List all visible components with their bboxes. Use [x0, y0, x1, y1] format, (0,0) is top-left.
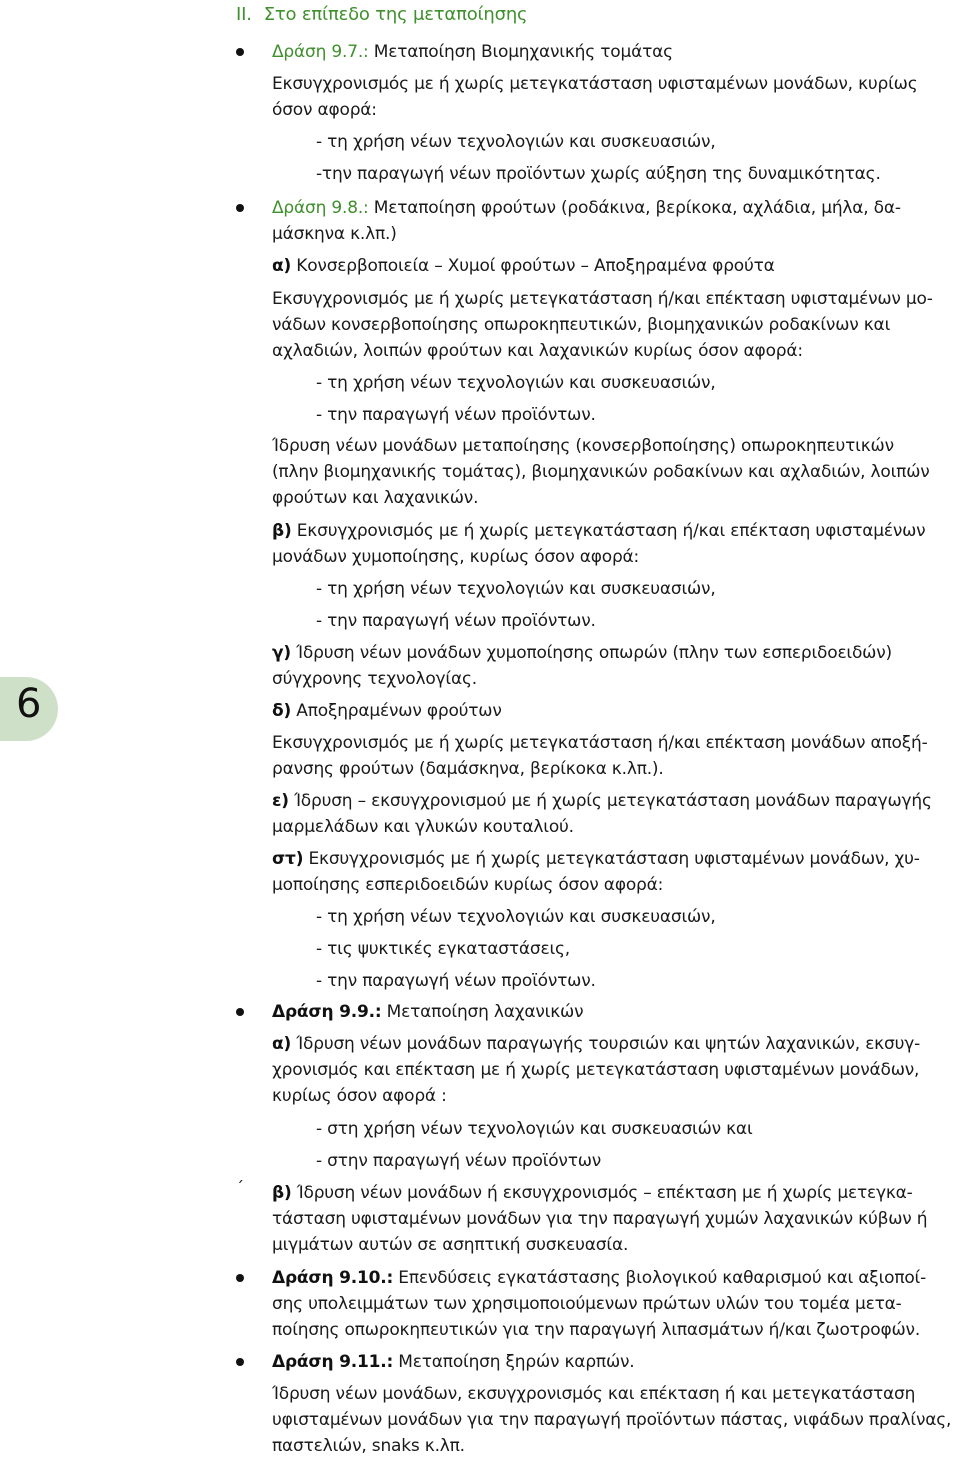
dash-item: - στην παραγωγή νέων προϊόντων	[316, 1151, 602, 1171]
text-line: υφισταμένων μονάδων για την παραγωγή προϊόντων πάστας, νιφάδων πραλίνας,	[272, 1410, 952, 1430]
text-line: Εκσυγχρονισμός με ή χωρίς μετεγκατάσταση υφισταμένων μονάδων, κυρίως	[272, 74, 918, 94]
subitem-b	[272, 519, 925, 543]
action-title: Μεταποίηση ξηρών καρπών.	[398, 1352, 635, 1372]
dash-item: -την παραγωγή νέων προϊόντων χωρίς αύξηση της δυναμικότητας.	[316, 164, 881, 184]
section-number: II.	[236, 4, 252, 25]
text-line: παστελιών, snaks κ.λπ.	[272, 1436, 465, 1456]
subitem-label: α)	[272, 1034, 292, 1054]
dash-item: - τη χρήση νέων τεχνολογιών και συσκευασιών,	[316, 907, 716, 927]
bullet-icon	[236, 204, 244, 212]
text-line: χρονισμός και επέκταση με ή χωρίς μετεγκατάσταση υφισταμένων μονάδων,	[272, 1060, 920, 1080]
action-code: Δράση 9.9.:	[272, 1002, 382, 1022]
text-line: σης υπολειμμάτων των χρησιμοποιούμενων πρώτων υλών του τομέα μετα-	[272, 1294, 902, 1314]
dash-item: - τη χρήση νέων τεχνολογιών και συσκευασιών,	[316, 373, 716, 393]
dash-item: - τις ψυκτικές εγκαταστάσεις,	[316, 939, 570, 959]
chapter-tab-label: 6	[16, 681, 42, 727]
text-line: (πλην βιομηχανικής τομάτας), βιομηχανικών ροδακίνων και αχλαδιών, λοιπών	[272, 462, 930, 482]
text-line: Εκσυγχρονισμός με ή χωρίς μετεγκατάσταση ή/και επέκταση υφισταμένων μο-	[272, 289, 933, 309]
action-9-9-header	[272, 1000, 583, 1024]
action-code: Δράση 9.11.:	[272, 1352, 394, 1372]
subitem-text: Ίδρυση νέων μονάδων παραγωγής τουρσιών και ψητών λαχανικών, εκσυγ-	[296, 1034, 921, 1054]
action-code: Δράση 9.8.:	[272, 198, 369, 218]
action-title: Μεταποίηση λαχανικών	[386, 1002, 584, 1022]
subitem-a	[272, 1032, 920, 1056]
subitem-text: Εκσυγχρονισμός με ή χωρίς μετεγκατάσταση υφισταμένων μονάδων, χυ-	[308, 849, 920, 869]
text-line: ρανσης φρούτων (δαμάσκηνα, βερίκοκα κ.λπ.).	[272, 759, 664, 779]
subitem-label: α)	[272, 256, 292, 276]
text-line: κυρίως όσον αφορά :	[272, 1086, 447, 1106]
bullet-icon	[236, 48, 244, 56]
subitem-label: δ)	[272, 701, 292, 721]
subitem-label: γ)	[272, 643, 291, 663]
chapter-tab	[0, 677, 58, 741]
action-code: Δράση 9.10.:	[272, 1268, 394, 1288]
subitem-label: στ)	[272, 849, 304, 869]
text-line: μαρμελάδων και γλυκών κουταλιού.	[272, 817, 574, 837]
subitem-text: Ίδρυση νέων μονάδων χυμοποίησης οπωρών (πλην των εσπεριδοειδών)	[296, 643, 892, 663]
text-line: τάσταση υφισταμένων μονάδων για την παραγωγή χυμών λαχανικών κύβων ή	[272, 1209, 928, 1229]
dash-item: - την παραγωγή νέων προϊόντων.	[316, 405, 596, 425]
action-9-10-header	[272, 1266, 926, 1290]
text-line: ποίησης οπωροκηπευτικών για την παραγωγή λιπασμάτων ή/και ζωοτροφών.	[272, 1320, 921, 1340]
text-line: φρούτων και λαχανικών.	[272, 488, 479, 508]
subitem-label: β)	[272, 521, 292, 541]
stray-mark: ´	[236, 1178, 244, 1197]
subitem-e	[272, 789, 932, 813]
bullet-icon	[236, 1358, 244, 1366]
subitem-b	[272, 1181, 913, 1205]
text-line: σύγχρονης τεχνολογίας.	[272, 669, 477, 689]
subitem-label: ε)	[272, 791, 289, 811]
subitem-label: β)	[272, 1183, 292, 1203]
bullet-icon	[236, 1274, 244, 1282]
action-text: Επενδύσεις εγκατάστασης βιολογικού καθαρισμού και αξιοποί-	[398, 1268, 927, 1288]
action-code: Δράση 9.7.:	[272, 42, 369, 62]
action-title: Μεταποίηση Βιομηχανικής τομάτας	[373, 42, 673, 62]
subitem-text: Εκσυγχρονισμός με ή χωρίς μετεγκατάσταση ή/και επέκταση υφισταμένων	[296, 521, 926, 541]
text-line: όσον αφορά:	[272, 100, 377, 120]
action-9-8-header	[272, 196, 901, 220]
text-line: Εκσυγχρονισμός με ή χωρίς μετεγκατάσταση ή/και επέκταση μονάδων αποξή-	[272, 733, 928, 753]
subitem-title: Αποξηραμένων φρούτων	[296, 701, 502, 721]
subitem-title: Κονσερβοποιεία – Χυμοί φρούτων – Αποξηραμένα φρούτα	[296, 256, 775, 276]
text-line: Ίδρυση νέων μονάδων μεταποίησης (κονσερβοποίησης) οπωροκηπευτικών	[272, 436, 894, 456]
subitem-a	[272, 254, 775, 278]
dash-item: - τη χρήση νέων τεχνολογιών και συσκευασιών,	[316, 579, 716, 599]
text-line: αχλαδιών, λοιπών φρούτων και λαχανικών κυρίως όσον αφορά:	[272, 341, 803, 361]
action-title: Μεταποίηση φρούτων (ροδάκινα, βερίκοκα, αχλάδια, μήλα, δα-	[373, 198, 901, 218]
action-9-7-header	[272, 40, 673, 64]
text-line: Ίδρυση νέων μονάδων, εκσυγχρονισμός και επέκταση ή και μετεγκατάσταση	[272, 1384, 916, 1404]
section-heading	[236, 4, 527, 25]
action-title-cont: μάσκηνα κ.λπ.)	[272, 224, 397, 244]
subitem-text: Ίδρυση νέων μονάδων ή εκσυγχρονισμός – επέκταση με ή χωρίς μετεγκα-	[296, 1183, 913, 1203]
dash-item: - την παραγωγή νέων προϊόντων.	[316, 611, 596, 631]
text-line: μιγμάτων αυτών σε ασηπτική συσκευασία.	[272, 1235, 629, 1255]
dash-item: - την παραγωγή νέων προϊόντων.	[316, 971, 596, 991]
dash-item: - στη χρήση νέων τεχνολογιών και συσκευασιών και	[316, 1119, 753, 1139]
text-line: μονάδων χυμοποίησης, κυρίως όσον αφορά:	[272, 547, 640, 567]
bullet-icon	[236, 1008, 244, 1016]
dash-item: - τη χρήση νέων τεχνολογιών και συσκευασιών,	[316, 132, 716, 152]
subitem-d	[272, 699, 502, 723]
text-line: νάδων κονσερβοποίησης οπωροκηπευτικών, βιομηχανικών ροδακίνων και	[272, 315, 891, 335]
text-line: μοποίησης εσπεριδοειδών κυρίως όσον αφορά:	[272, 875, 664, 895]
section-title: Στο επίπεδο της μεταποίησης	[263, 4, 528, 25]
subitem-c	[272, 641, 892, 665]
action-9-11-header	[272, 1350, 634, 1374]
subitem-text: Ίδρυση – εκσυγχρονισμού με ή χωρίς μετεγκατάσταση μονάδων παραγωγής	[294, 791, 932, 811]
subitem-f	[272, 847, 920, 871]
